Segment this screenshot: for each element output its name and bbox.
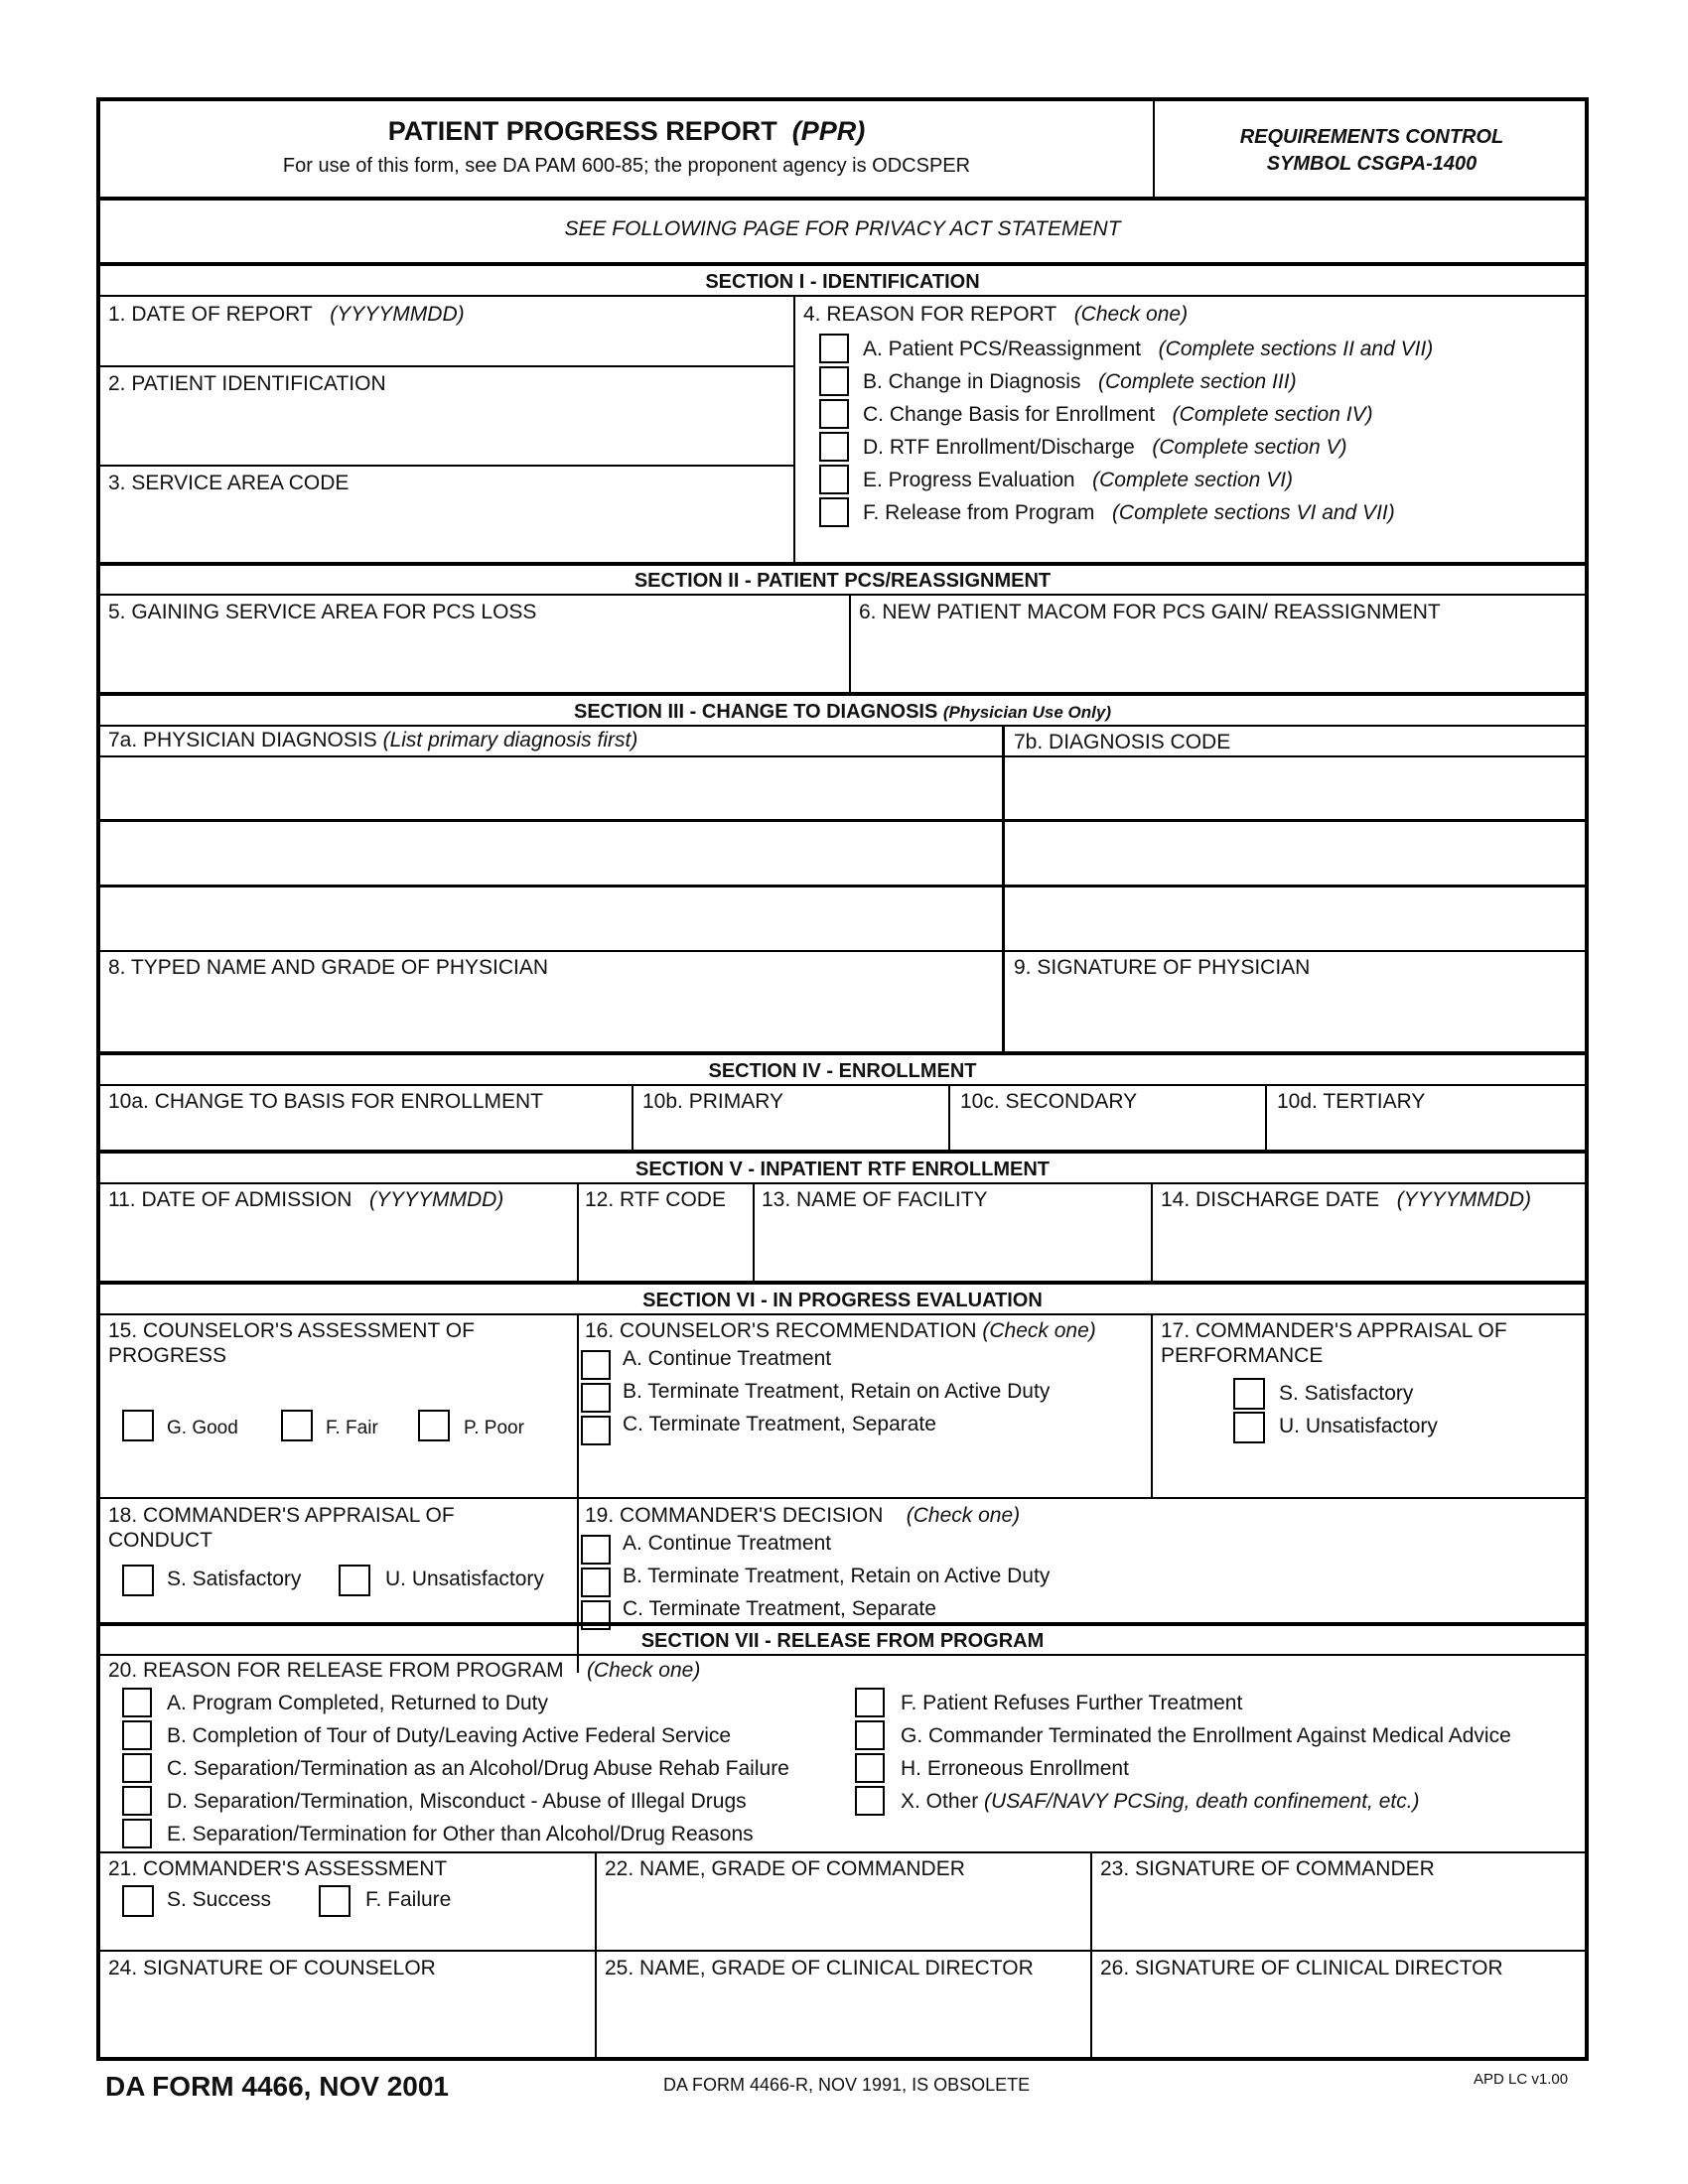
release-x-checkbox[interactable] xyxy=(855,1786,885,1816)
reason-f-checkbox[interactable] xyxy=(819,497,849,527)
field-23-label: 23. SIGNATURE OF COMMANDER xyxy=(1100,1857,1435,1880)
reason-c-option xyxy=(863,402,1373,427)
field-19-text: 19. COMMANDER'S DECISION xyxy=(585,1504,884,1527)
conduct-satisfactory-checkbox[interactable] xyxy=(122,1565,154,1596)
field-5-label: 5. GAINING SERVICE AREA FOR PCS LOSS xyxy=(108,601,537,623)
reason-c-note: (Complete section IV) xyxy=(1172,403,1373,426)
rcs-line-2: SYMBOL CSGPA-1400 xyxy=(1266,153,1477,175)
rule xyxy=(100,1182,1585,1184)
decision-a-label: A. Continue Treatment xyxy=(623,1532,832,1555)
diagnosis-line-1[interactable] xyxy=(100,757,1000,819)
rule xyxy=(100,1622,1585,1626)
rule xyxy=(100,365,793,367)
release-e-label: E. Separation/Termination for Other than Alcohol/Drug Reasons xyxy=(167,1823,754,1845)
service-area-code-field[interactable] xyxy=(100,496,791,560)
rule xyxy=(948,1086,950,1150)
rule xyxy=(100,262,1585,266)
rule xyxy=(632,1086,633,1150)
field-11-hint: (YYYYMMDD) xyxy=(368,1188,504,1211)
release-x-option xyxy=(901,1789,1420,1814)
diagnosis-line-2[interactable] xyxy=(100,822,1000,884)
field-1-hint: (YYYYMMDD) xyxy=(330,303,465,326)
field-18-label-line-2: CONDUCT xyxy=(108,1529,212,1552)
reason-c-label: C. Change Basis for Enrollment xyxy=(863,403,1156,426)
field-19-hint: (Check one) xyxy=(906,1504,1021,1527)
release-x-note: (USAF/NAVY PCSing, death confinement, etc.) xyxy=(984,1790,1420,1813)
section-6-title: SECTION VI - IN PROGRESS EVALUATION xyxy=(642,1290,1043,1311)
progress-fair-checkbox[interactable] xyxy=(281,1410,313,1441)
rule xyxy=(100,725,1585,727)
field-21-label: 21. COMMANDER'S ASSESSMENT xyxy=(108,1857,448,1880)
field-20-hint: (Check one) xyxy=(586,1659,701,1682)
rule xyxy=(100,594,1585,596)
progress-good-label: G. Good xyxy=(167,1418,238,1438)
rule xyxy=(849,596,851,693)
rule xyxy=(100,1150,1585,1154)
assessment-failure-label: F. Failure xyxy=(365,1888,452,1911)
section-7-title: SECTION VII - RELEASE FROM PROGRAM xyxy=(640,1630,1045,1652)
form-title-abbrev: (PPR) xyxy=(791,116,866,146)
recommendation-c-label: C. Terminate Treatment, Separate xyxy=(623,1413,936,1435)
reason-a-note: (Complete sections II and VII) xyxy=(1158,338,1434,360)
field-10b-label: 10b. PRIMARY xyxy=(642,1090,784,1113)
form-title xyxy=(100,115,1153,147)
rtf-code-field[interactable] xyxy=(580,1213,751,1279)
field-11-text: 11. DATE OF ADMISSION xyxy=(108,1188,352,1211)
clinical-director-signature-field[interactable] xyxy=(1093,1981,1588,2057)
rule xyxy=(100,692,1585,696)
rule xyxy=(100,1851,1585,1853)
field-18-label-line-1: 18. COMMANDER'S APPRAISAL OF xyxy=(108,1504,455,1527)
rule xyxy=(100,950,1585,952)
version-label: APD LC v1.00 xyxy=(1474,2071,1569,2088)
header-divider xyxy=(1153,101,1155,199)
reason-d-label: D. RTF Enrollment/Discharge xyxy=(863,436,1135,459)
release-g-checkbox[interactable] xyxy=(855,1720,885,1750)
diagnosis-line-3[interactable] xyxy=(100,887,1000,949)
release-e-checkbox[interactable] xyxy=(122,1819,152,1848)
field-3-label: 3. SERVICE AREA CODE xyxy=(108,472,350,494)
field-20-label xyxy=(108,1658,700,1683)
release-d-label: D. Separation/Termination, Misconduct - Abuse of Illegal Drugs xyxy=(167,1790,747,1813)
field-16-hint: (Check one) xyxy=(982,1319,1096,1342)
field-9-label: 9. SIGNATURE OF PHYSICIAN xyxy=(1014,956,1311,979)
form-subtitle: For use of this form, see DA PAM 600-85; the proponent agency is ODCSPER xyxy=(282,155,971,177)
field-10d-label: 10d. TERTIARY xyxy=(1277,1090,1426,1113)
assessment-failure-checkbox[interactable] xyxy=(319,1885,351,1917)
reason-f-label: F. Release from Program xyxy=(863,501,1095,524)
progress-good-checkbox[interactable] xyxy=(122,1410,154,1441)
reason-f-note: (Complete sections VI and VII) xyxy=(1111,501,1395,524)
field-14-label xyxy=(1161,1187,1531,1212)
recommendation-a-label: A. Continue Treatment xyxy=(623,1347,832,1370)
date-of-admission-field[interactable] xyxy=(100,1213,575,1279)
rule xyxy=(100,1497,1585,1499)
field-8-label: 8. TYPED NAME AND GRADE OF PHYSICIAN xyxy=(108,956,549,979)
rule xyxy=(1265,1086,1267,1150)
rule xyxy=(1151,1315,1153,1497)
field-7a-label xyxy=(108,728,637,752)
form-title-text: PATIENT PROGRESS REPORT xyxy=(387,116,777,146)
decision-b-label: B. Terminate Treatment, Retain on Active Duty xyxy=(623,1565,1051,1587)
reason-a-label: A. Patient PCS/Reassignment xyxy=(863,338,1142,360)
progress-poor-label: P. Poor xyxy=(464,1418,524,1438)
date-of-report-field[interactable] xyxy=(100,328,791,363)
diagnosis-code-line-1[interactable] xyxy=(1006,757,1588,819)
release-c-label: C. Separation/Termination as an Alcohol/Drug Abuse Rehab Failure xyxy=(167,1757,789,1780)
reason-d-option xyxy=(863,435,1346,460)
clinical-director-name-grade-field[interactable] xyxy=(598,1981,1088,2057)
reason-b-checkbox[interactable] xyxy=(819,366,849,396)
physician-signature-field[interactable] xyxy=(1006,981,1588,1050)
reason-d-checkbox[interactable] xyxy=(819,432,849,462)
assessment-success-checkbox[interactable] xyxy=(122,1885,154,1917)
section-3-title-note: (Physician Use Only) xyxy=(942,703,1111,722)
performance-unsatisfactory-checkbox[interactable] xyxy=(1233,1412,1265,1443)
reason-e-label: E. Progress Evaluation xyxy=(863,469,1075,491)
recommendation-a-checkbox[interactable] xyxy=(581,1350,611,1380)
discharge-date-field[interactable] xyxy=(1154,1213,1588,1279)
form-number: DA FORM 4466, NOV 2001 xyxy=(105,2071,449,2102)
release-h-checkbox[interactable] xyxy=(855,1753,885,1783)
release-b-label: B. Completion of Tour of Duty/Leaving Active Federal Service xyxy=(167,1724,732,1747)
field-19-label xyxy=(585,1503,1020,1528)
release-f-checkbox[interactable] xyxy=(855,1688,885,1717)
field-4-text: 4. REASON FOR REPORT xyxy=(803,303,1057,326)
reason-b-option xyxy=(863,369,1297,394)
assessment-success-label: S. Success xyxy=(167,1888,272,1911)
diagnosis-code-line-3[interactable] xyxy=(1006,887,1588,949)
field-1-text: 1. DATE OF REPORT xyxy=(108,303,313,326)
reason-e-option xyxy=(863,468,1293,492)
rule xyxy=(100,1051,1585,1055)
diagnosis-code-line-2[interactable] xyxy=(1006,822,1588,884)
conduct-unsatisfactory-checkbox[interactable] xyxy=(339,1565,370,1596)
reason-a-option xyxy=(863,337,1433,361)
reason-b-note: (Complete section III) xyxy=(1097,370,1297,393)
rule xyxy=(100,1654,1585,1656)
reason-c-checkbox[interactable] xyxy=(819,399,849,429)
section-2-title: SECTION II - PATIENT PCS/REASSIGNMENT xyxy=(633,570,1052,592)
form-frame xyxy=(96,97,1589,2061)
reason-a-checkbox[interactable] xyxy=(819,334,849,363)
reason-e-checkbox[interactable] xyxy=(819,465,849,494)
reason-b-label: B. Change in Diagnosis xyxy=(863,370,1081,393)
section-3-title-text: SECTION III - CHANGE TO DIAGNOSIS xyxy=(573,701,938,723)
recommendation-b-checkbox[interactable] xyxy=(581,1383,611,1413)
rule xyxy=(100,1084,1585,1086)
field-6-label: 6. NEW PATIENT MACOM FOR PCS GAIN/ REASSIGNMENT xyxy=(859,601,1441,623)
progress-fair-label: F. Fair xyxy=(326,1418,378,1438)
section-4-title: SECTION IV - ENROLLMENT xyxy=(708,1060,977,1082)
release-a-checkbox[interactable] xyxy=(122,1688,152,1717)
conduct-unsatisfactory-label: U. Unsatisfactory xyxy=(385,1568,544,1590)
field-16-label xyxy=(585,1318,1096,1343)
gaining-service-area-field[interactable] xyxy=(100,625,847,691)
field-20-text: 20. REASON FOR RELEASE FROM PROGRAM xyxy=(108,1659,564,1682)
field-22-label: 22. NAME, GRADE OF COMMANDER xyxy=(605,1857,965,1880)
field-13-label: 13. NAME OF FACILITY xyxy=(762,1188,988,1211)
basis-for-enrollment-field[interactable] xyxy=(100,1114,630,1148)
patient-identification-field[interactable] xyxy=(100,397,791,463)
release-f-label: F. Patient Refuses Further Treatment xyxy=(901,1692,1243,1714)
field-1-label xyxy=(108,302,465,327)
primary-field[interactable] xyxy=(634,1114,946,1148)
tertiary-field[interactable] xyxy=(1268,1114,1588,1148)
rule xyxy=(793,297,795,564)
field-4-hint: (Check one) xyxy=(1073,303,1189,326)
rule xyxy=(100,1950,1585,1952)
field-14-text: 14. DISCHARGE DATE xyxy=(1161,1188,1380,1211)
reason-f-option xyxy=(863,500,1395,525)
rule xyxy=(753,1184,755,1281)
field-14-hint: (YYYYMMDD) xyxy=(1396,1188,1532,1211)
rcs-line-1: REQUIREMENTS CONTROL xyxy=(1239,126,1504,148)
field-4-label xyxy=(803,302,1188,327)
section-5-title: SECTION V - INPATIENT RTF ENROLLMENT xyxy=(634,1159,1051,1180)
release-x-label: X. Other xyxy=(901,1790,979,1813)
field-11-label xyxy=(108,1187,503,1212)
decision-b-checkbox[interactable] xyxy=(581,1568,611,1597)
field-10c-label: 10c. SECONDARY xyxy=(960,1090,1138,1113)
rule xyxy=(577,1184,579,1281)
privacy-note: SEE FOLLOWING PAGE FOR PRIVACY ACT STATEMENT xyxy=(564,217,1121,240)
release-b-checkbox[interactable] xyxy=(122,1720,152,1750)
field-17-label-line-1: 17. COMMANDER'S APPRAISAL OF xyxy=(1161,1319,1507,1342)
performance-satisfactory-label: S. Satisfactory xyxy=(1279,1382,1414,1405)
field-17-label-line-2: PERFORMANCE xyxy=(1161,1344,1324,1367)
field-24-label: 24. SIGNATURE OF COUNSELOR xyxy=(108,1957,436,1979)
field-15-label-line-2: PROGRESS xyxy=(108,1344,227,1367)
rule xyxy=(100,197,1585,201)
field-7a-text: 7a. PHYSICIAN DIAGNOSIS xyxy=(108,729,377,751)
conduct-satisfactory-label: S. Satisfactory xyxy=(167,1568,302,1590)
rule xyxy=(100,562,1585,566)
release-d-checkbox[interactable] xyxy=(122,1786,152,1816)
field-16-text: 16. COUNSELOR'S RECOMMENDATION xyxy=(585,1319,977,1342)
rule xyxy=(595,1853,597,2061)
new-patient-macom-field[interactable] xyxy=(853,625,1588,691)
field-15-label-line-1: 15. COUNSELOR'S ASSESSMENT OF xyxy=(108,1319,475,1342)
field-25-label: 25. NAME, GRADE OF CLINICAL DIRECTOR xyxy=(605,1957,1034,1979)
reason-e-note: (Complete section VI) xyxy=(1092,469,1294,491)
performance-unsatisfactory-label: U. Unsatisfactory xyxy=(1279,1415,1438,1437)
release-g-label: G. Commander Terminated the Enrollment Against Medical Advice xyxy=(901,1724,1511,1747)
field-7b-label: 7b. DIAGNOSIS CODE xyxy=(1014,731,1231,753)
rule xyxy=(100,1281,1585,1285)
field-7a-hint: (List primary diagnosis first) xyxy=(382,729,638,751)
secondary-field[interactable] xyxy=(951,1114,1263,1148)
release-a-label: A. Program Completed, Returned to Duty xyxy=(167,1692,549,1714)
section-1-title: SECTION I - IDENTIFICATION xyxy=(705,271,980,293)
commander-signature-field[interactable] xyxy=(1093,1882,1588,1948)
physician-name-grade-field[interactable] xyxy=(100,981,1000,1050)
name-of-facility-field[interactable] xyxy=(756,1213,1149,1279)
reason-d-note: (Complete section V) xyxy=(1152,436,1347,459)
decision-c-label: C. Terminate Treatment, Separate xyxy=(623,1597,936,1620)
obsolete-note: DA FORM 4466-R, NOV 1991, IS OBSOLETE xyxy=(663,2075,1031,2095)
commander-name-grade-field[interactable] xyxy=(598,1882,1088,1948)
release-h-label: H. Erroneous Enrollment xyxy=(901,1757,1129,1780)
rule xyxy=(100,295,1585,297)
counselor-signature-field[interactable] xyxy=(100,1981,593,2057)
rule xyxy=(1002,727,1005,1053)
performance-satisfactory-checkbox[interactable] xyxy=(1233,1378,1265,1410)
field-26-label: 26. SIGNATURE OF CLINICAL DIRECTOR xyxy=(1100,1957,1503,1979)
recommendation-c-checkbox[interactable] xyxy=(581,1416,611,1445)
rule xyxy=(100,465,793,467)
field-12-label: 12. RTF CODE xyxy=(585,1188,726,1211)
rule xyxy=(577,1315,579,1673)
section-3-title xyxy=(100,700,1585,725)
progress-poor-checkbox[interactable] xyxy=(418,1410,450,1441)
release-c-checkbox[interactable] xyxy=(122,1753,152,1783)
field-10a-label: 10a. CHANGE TO BASIS FOR ENROLLMENT xyxy=(108,1090,544,1113)
rule xyxy=(1151,1184,1153,1281)
field-2-label: 2. PATIENT IDENTIFICATION xyxy=(108,372,386,395)
decision-a-checkbox[interactable] xyxy=(581,1535,611,1565)
rule xyxy=(100,1313,1585,1315)
rule xyxy=(1090,1853,1092,2061)
recommendation-b-label: B. Terminate Treatment, Retain on Active Duty xyxy=(623,1380,1051,1403)
